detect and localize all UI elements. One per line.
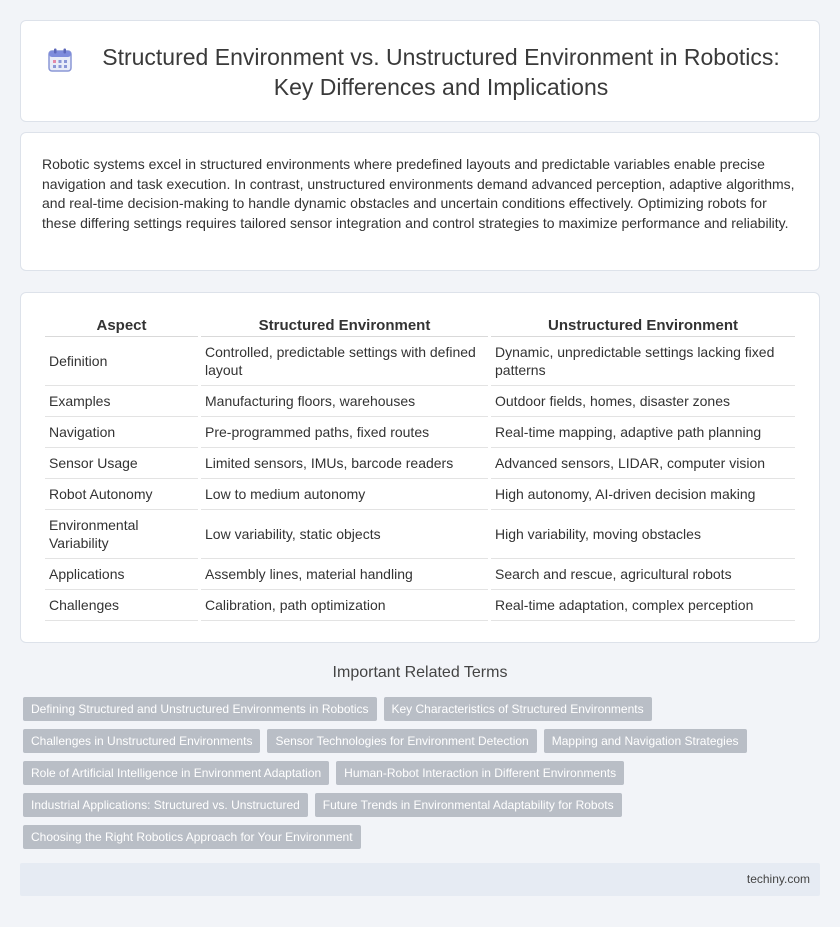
structured-cell: Low to medium autonomy <box>201 479 488 510</box>
structured-cell: Low variability, static objects <box>201 510 488 559</box>
header-card <box>20 20 820 122</box>
aspect-cell: Applications <box>45 559 198 590</box>
tag-row <box>23 793 823 817</box>
header-structured: Structured Environment <box>201 315 488 337</box>
comparison-table-card <box>20 292 820 643</box>
related-term-tag[interactable]: Defining Structured and Unstructured Environments in Robotics <box>23 697 377 721</box>
related-term-tag[interactable]: Future Trends in Environmental Adaptability for Robots <box>315 793 622 817</box>
table-row <box>45 559 795 590</box>
intro-paragraph: Robotic systems excel in structured environments where predefined layouts and predictable variables enable precise navigation and task execution. In contrast, unstructured environments demand advanced perception, adaptive algorithms, and real-time decision-making to handle dynamic obstacles and uncertain conditions effectively. Optimizing robots for these differing settings requires tailored sensor integration and control strategies to maximize performance and reliability. <box>42 156 795 231</box>
table-row <box>45 510 795 559</box>
related-term-tag[interactable]: Challenges in Unstructured Environments <box>23 729 260 753</box>
tag-row <box>23 697 823 721</box>
table-row <box>45 448 795 479</box>
aspect-cell: Navigation <box>45 417 198 448</box>
header-unstructured: Unstructured Environment <box>491 315 795 337</box>
table-row <box>45 479 795 510</box>
unstructured-cell: Advanced sensors, LIDAR, computer vision <box>491 448 795 479</box>
table-header-row <box>45 315 795 337</box>
unstructured-cell: Real-time adaptation, complex perception <box>491 590 795 621</box>
tag-row <box>23 761 823 785</box>
tag-row <box>23 729 823 753</box>
structured-cell: Limited sensors, IMUs, barcode readers <box>201 448 488 479</box>
unstructured-cell: Real-time mapping, adaptive path planning <box>491 417 795 448</box>
related-term-tag[interactable]: Human-Robot Interaction in Different Environments <box>336 761 624 785</box>
structured-cell: Controlled, predictable settings with defined layout <box>201 337 488 386</box>
structured-cell: Manufacturing floors, warehouses <box>201 386 488 417</box>
related-term-tag[interactable]: Mapping and Navigation Strategies <box>544 729 747 753</box>
related-term-tag[interactable]: Industrial Applications: Structured vs. Unstructured <box>23 793 308 817</box>
page-title: Structured Environment vs. Unstructured Environment in Robotics: Key Differences and Implications <box>102 44 780 100</box>
related-term-tag[interactable]: Key Characteristics of Structured Environments <box>384 697 652 721</box>
aspect-cell: Definition <box>45 337 198 386</box>
related-term-tag[interactable]: Role of Artificial Intelligence in Environment Adaptation <box>23 761 329 785</box>
structured-cell: Calibration, path optimization <box>201 590 488 621</box>
intro-card <box>20 132 820 271</box>
comparison-table <box>42 315 798 621</box>
unstructured-cell: Search and rescue, agricultural robots <box>491 559 795 590</box>
unstructured-cell: High autonomy, AI-driven decision making <box>491 479 795 510</box>
table-row <box>45 386 795 417</box>
aspect-cell: Examples <box>45 386 198 417</box>
aspect-cell: Robot Autonomy <box>45 479 198 510</box>
structured-cell: Assembly lines, material handling <box>201 559 488 590</box>
table-row <box>45 417 795 448</box>
tag-row <box>23 825 823 849</box>
unstructured-cell: Dynamic, unpredictable settings lacking fixed patterns <box>491 337 795 386</box>
footer-site-link[interactable]: techiny.com <box>746 872 810 886</box>
footer <box>20 863 820 896</box>
table-row <box>45 590 795 621</box>
unstructured-cell: Outdoor fields, homes, disaster zones <box>491 386 795 417</box>
aspect-cell: Environmental Variability <box>45 510 198 559</box>
related-terms-title: Important Related Terms <box>332 664 508 681</box>
related-term-tag[interactable]: Choosing the Right Robotics Approach for Your Environment <box>23 825 361 849</box>
related-terms-tags <box>23 697 823 857</box>
unstructured-cell: High variability, moving obstacles <box>491 510 795 559</box>
title-wrap <box>21 21 821 123</box>
related-term-tag[interactable]: Sensor Technologies for Environment Detection <box>267 729 536 753</box>
structured-cell: Pre-programmed paths, fixed routes <box>201 417 488 448</box>
table-row <box>45 337 795 386</box>
aspect-cell: Challenges <box>45 590 198 621</box>
aspect-cell: Sensor Usage <box>45 448 198 479</box>
header-aspect: Aspect <box>45 315 198 337</box>
